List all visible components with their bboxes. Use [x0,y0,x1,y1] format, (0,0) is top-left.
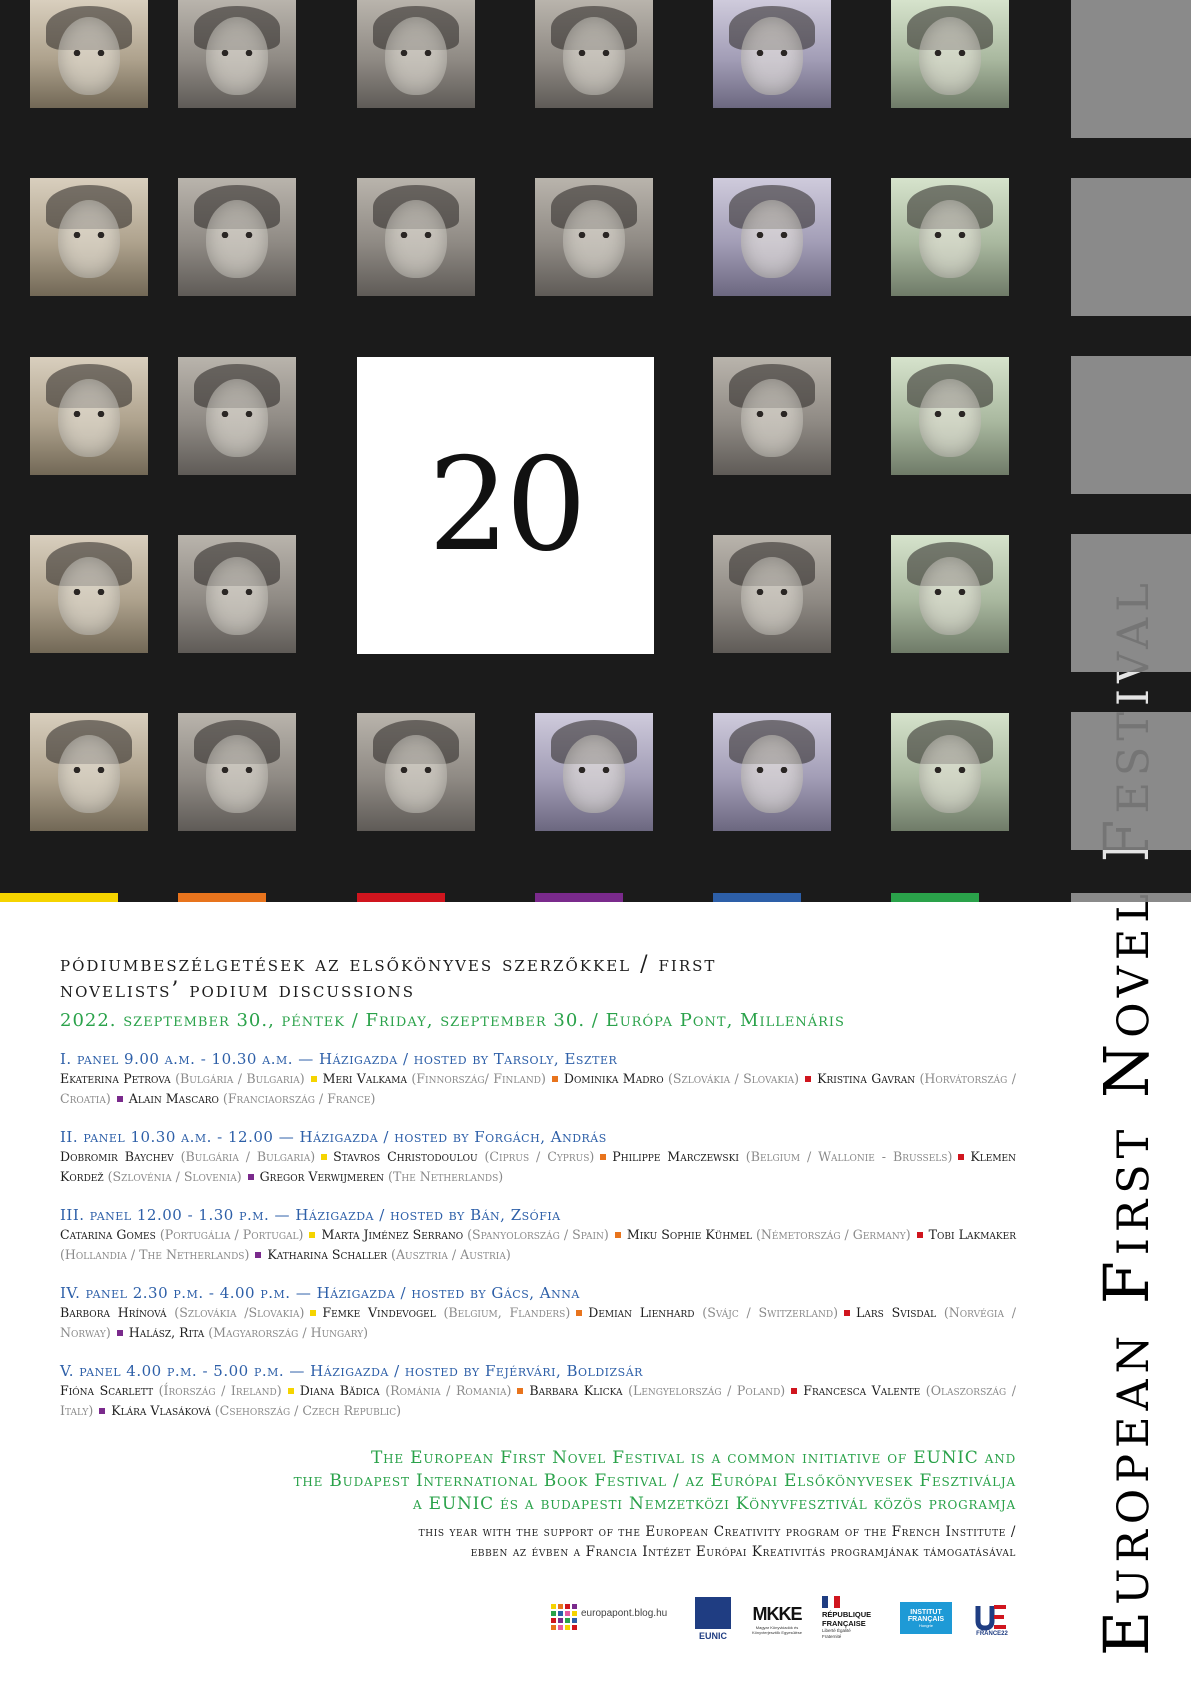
europapont-squares-icon [551,1604,579,1632]
separator-square-icon [517,1388,523,1394]
author-name: Catarina Gomes [60,1227,156,1242]
author-country: (Lengyelország / Poland) [628,1383,786,1398]
panel-authors [60,1303,1016,1343]
portrait-eyes [754,232,790,238]
author-photo [30,178,148,296]
author-name: Fióna Scarlett [60,1383,154,1398]
color-stripe [178,893,266,902]
color-stripe [0,893,118,902]
portrait-face [741,557,803,635]
author-country: (Bulgária / Bulgaria) [175,1071,305,1086]
title-band [1071,178,1191,316]
separator-square-icon [255,1252,261,1258]
author-country: (Belgium, Flanders) [443,1305,571,1320]
separator-square-icon [117,1096,123,1102]
author-country: (Szlovákia / Slovakia) [667,1071,800,1086]
author-name: Gregor Verwijmeren [259,1169,385,1184]
french-flag-icon [822,1596,840,1608]
portrait-eyes [219,589,255,595]
portrait-face [58,200,120,278]
institut-francais-logo [900,1602,952,1634]
author-name: Philippe Marczewski [612,1149,739,1164]
author-name: Miku Sophie Kühmel [626,1227,752,1242]
author-photo [357,0,475,108]
separator-square-icon [321,1154,327,1160]
mkke-logo [746,1596,808,1642]
portrait-eyes [754,767,790,773]
portrait-face [206,557,268,635]
portrait-eyes [932,767,968,773]
author-name: Katharina Schaller [267,1247,388,1262]
europapont-logo [551,1598,673,1638]
separator-square-icon [600,1154,606,1160]
title-band [1071,356,1191,494]
portrait-eyes [71,589,107,595]
author-photo [357,178,475,296]
panel-authors [60,1381,1016,1421]
eunic-logo [692,1594,734,1644]
author-name: Meri Valkama [322,1071,407,1086]
author-photo [178,535,296,653]
panel [60,1361,1016,1421]
portrait-face [206,379,268,457]
portrait-face [563,735,625,813]
portrait-eyes [219,50,255,56]
separator-square-icon [309,1232,315,1238]
author-name: Demian Lienhard [588,1305,695,1320]
author-photo [713,0,831,108]
author-name: Ekaterina Petrova [60,1071,171,1086]
separator-square-icon [310,1310,316,1316]
separator-square-icon [917,1232,923,1238]
separator-square-icon [844,1310,850,1316]
author-country: (Olaszország / Italy) [60,1383,1016,1418]
portrait-face [563,200,625,278]
france22-label: FRANCE22 [976,1631,1008,1637]
author-country: (The Netherlands) [388,1169,504,1184]
portrait-eyes [576,50,612,56]
separator-square-icon [615,1232,621,1238]
portrait-face [563,17,625,95]
author-name: Halász, Rita [128,1325,205,1340]
panel [60,1049,1016,1109]
portrait-eyes [754,589,790,595]
separator-square-icon [576,1310,582,1316]
mkke-label: MKKE [752,1603,802,1624]
panel-heading: III. panel 12.00 - 1.30 p.m. — Házigazda / hosted by Bán, Zsófia [60,1206,561,1224]
author-name: Dominika Madro [563,1071,664,1086]
author-photo [713,178,831,296]
credits-green-line: a EUNIC és a budapesti Nemzetközi Könyvfesztivál közös programja [412,1494,1016,1514]
panel-authors [60,1147,1016,1187]
portrait-face [58,735,120,813]
portrait-face [385,17,447,95]
author-name: Klemen Kordež [60,1149,1016,1184]
panel-heading: I. panel 9.00 a.m. - 10.30 a.m. — Házigazda / hosted by Tarsoly, Eszter [60,1050,618,1068]
portrait-face [919,200,981,278]
if-label-2: FRANÇAIS [907,1615,945,1623]
portrait-eyes [932,411,968,417]
credits-green-line: the Budapest International Book Festival / az Európai Elsőkönyvesek Fesztiválja [293,1471,1016,1491]
if-label-3: Hongrie [918,1622,933,1628]
event-date-location: 2022. szeptember 30., péntek / Friday, szeptember 30. / Európa Pont, Millenáris [60,1010,845,1031]
author-photo [178,713,296,831]
author-photo [178,0,296,108]
author-name: Kristina Gavran [817,1071,916,1086]
portrait-eyes [219,232,255,238]
credits [60,1447,1016,1562]
author-photo [30,357,148,475]
author-country: (Belgium / Wallonie - Brussels) [745,1149,953,1164]
author-name: Barbora Hrínová [60,1305,167,1320]
portrait-eyes [398,50,434,56]
author-country: (Szlovénia / Slovenia) [107,1169,242,1184]
separator-square-icon [552,1076,558,1082]
credits-support-line: ebben az évben a Francia Intézet Európai Kreativitás programjának támogatásával [470,1544,1016,1560]
portrait-eyes [576,232,612,238]
color-stripe [713,893,801,902]
republique-francaise-logo [822,1590,882,1646]
france22-mark-icon [975,1603,1009,1631]
separator-square-icon [99,1408,105,1414]
panel-heading: V. panel 4.00 p.m. - 5.00 p.m. — Házigazda / hosted by Fejérvári, Boldizsár [60,1362,643,1380]
author-country: (Hollandia / The Netherlands) [60,1247,250,1262]
portrait-face [385,200,447,278]
author-photo [713,713,831,831]
author-country: (Ausztria / Austria) [391,1247,511,1262]
portrait-face [58,557,120,635]
author-photo [178,178,296,296]
rf-motto: Liberté Égalité Fraternité [822,1628,851,1639]
author-country: (Bulgária / Bulgaria) [180,1149,316,1164]
author-country: (Szlovákia /Slovakia) [174,1305,305,1320]
color-stripe [357,893,445,902]
author-photo [178,357,296,475]
separator-square-icon [805,1076,811,1082]
portrait-face [741,17,803,95]
author-photo [891,0,1009,108]
credits-support-line: this year with the support of the European Creativity program of the French Institute / [418,1524,1016,1540]
author-country: (Spanyolország / Spain) [467,1227,609,1242]
title-band-top [1071,0,1191,138]
author-name: Stavros Christodoulou [333,1149,478,1164]
france22-logo [972,1596,1012,1644]
author-name: Marta Jiménez Serrano [321,1227,464,1242]
author-country: (Csehország / Czech Republic) [214,1403,402,1418]
portrait-face [206,200,268,278]
author-photo [535,0,653,108]
author-name: Klára Vlasáková [111,1403,211,1418]
portrait-eyes [754,411,790,417]
panel-list [60,1049,1016,1421]
author-photo [535,178,653,296]
author-country: (Finnország/ Finland) [411,1071,546,1086]
author-name: Tobi Lakmaker [928,1227,1016,1242]
author-name: Femke Vindevogel [322,1305,436,1320]
separator-square-icon [791,1388,797,1394]
author-country: (Németország / Germany) [755,1227,911,1242]
author-country: (Franciaország / France) [222,1091,376,1106]
author-photo [357,713,475,831]
panel-heading: II. panel 10.30 a.m. - 12.00 — Házigazda / hosted by Forgách, András [60,1128,607,1146]
rf-label-1: RÉPUBLIQUE [822,1610,872,1619]
author-country: (Ciprus / Cyprus) [484,1149,595,1164]
author-photo [30,0,148,108]
separator-square-icon [248,1174,254,1180]
portrait-face [58,17,120,95]
portrait-face [919,557,981,635]
separator-square-icon [958,1154,964,1160]
portrait-eyes [398,767,434,773]
panel-authors [60,1069,1016,1109]
portrait-face [741,735,803,813]
author-photo [891,535,1009,653]
author-name: Dobromir Baychev [60,1149,174,1164]
portrait-face [741,200,803,278]
author-name: Barbara Klicka [529,1383,623,1398]
portrait-face [741,379,803,457]
vertical-festival-title: European First Novel Festival [1090,577,1163,1656]
author-name: Diana Bădica [299,1383,380,1398]
festival-edition-box [357,357,654,654]
portrait-face [919,379,981,457]
author-photo [535,713,653,831]
edition-number: 20 [428,431,583,580]
heading-line-2: novelists’ podium discussions [60,978,415,1003]
mkke-subtitle: Magyar Könyvkiadók és Könyvterjesztők Egyesülése [751,1624,803,1635]
author-photo [713,357,831,475]
if-label-1: INSTITUT [910,1608,942,1616]
author-country: (Horvátország / Croatia) [60,1071,1017,1106]
author-photo [30,535,148,653]
portrait-eyes [932,232,968,238]
portrait-eyes [398,232,434,238]
eunic-label: EUNIC [698,1631,727,1641]
author-photo [891,713,1009,831]
portrait-eyes [71,767,107,773]
author-name: Lars Svisdal [856,1305,937,1320]
portrait-face [58,379,120,457]
eunic-mark-icon [695,1597,731,1629]
portrait-eyes [754,50,790,56]
panel [60,1205,1016,1265]
portrait-face [385,735,447,813]
portrait-face [206,17,268,95]
rf-label-2: FRANÇAISE [822,1619,866,1628]
portrait-eyes [219,767,255,773]
author-country: (Norvégia / Norway) [60,1305,1016,1340]
author-photo [891,178,1009,296]
panel [60,1127,1016,1187]
author-name: Francesca Valente [803,1383,921,1398]
author-country: (Magyarország / Hungary) [208,1325,369,1340]
portrait-face [919,17,981,95]
author-name: Alain Mascaro [128,1091,219,1106]
author-photo [713,535,831,653]
portrait-eyes [71,50,107,56]
color-stripe [891,893,979,902]
panel-heading: IV. panel 2.30 p.m. - 4.00 p.m. — Házigazda / hosted by Gács, Anna [60,1284,580,1302]
author-country: (Portugália / Portugal) [159,1227,304,1242]
author-country: (Svájc / Switzerland) [702,1305,838,1320]
author-photo [30,713,148,831]
europapont-label: europapont.blog.hu [581,1608,668,1619]
portrait-eyes [71,411,107,417]
separator-square-icon [117,1330,123,1336]
credits-green-line: The European First Novel Festival is a common initiative of EUNIC and [370,1448,1016,1468]
separator-square-icon [311,1076,317,1082]
author-country: (Írország / Ireland) [158,1383,282,1398]
portrait-face [919,735,981,813]
author-country: (Románia / Romania) [385,1383,512,1398]
portrait-eyes [219,411,255,417]
portrait-face [206,735,268,813]
program-content [60,952,1016,1562]
separator-square-icon [288,1388,294,1394]
heading-line-1: pódiumbeszélgetések az elsőkönyves szerzőkkel / first [60,952,717,977]
author-photo [891,357,1009,475]
portrait-eyes [576,767,612,773]
panel [60,1283,1016,1343]
color-stripe [535,893,623,902]
portrait-eyes [932,589,968,595]
portrait-eyes [71,232,107,238]
panel-authors [60,1225,1016,1265]
portrait-eyes [932,50,968,56]
